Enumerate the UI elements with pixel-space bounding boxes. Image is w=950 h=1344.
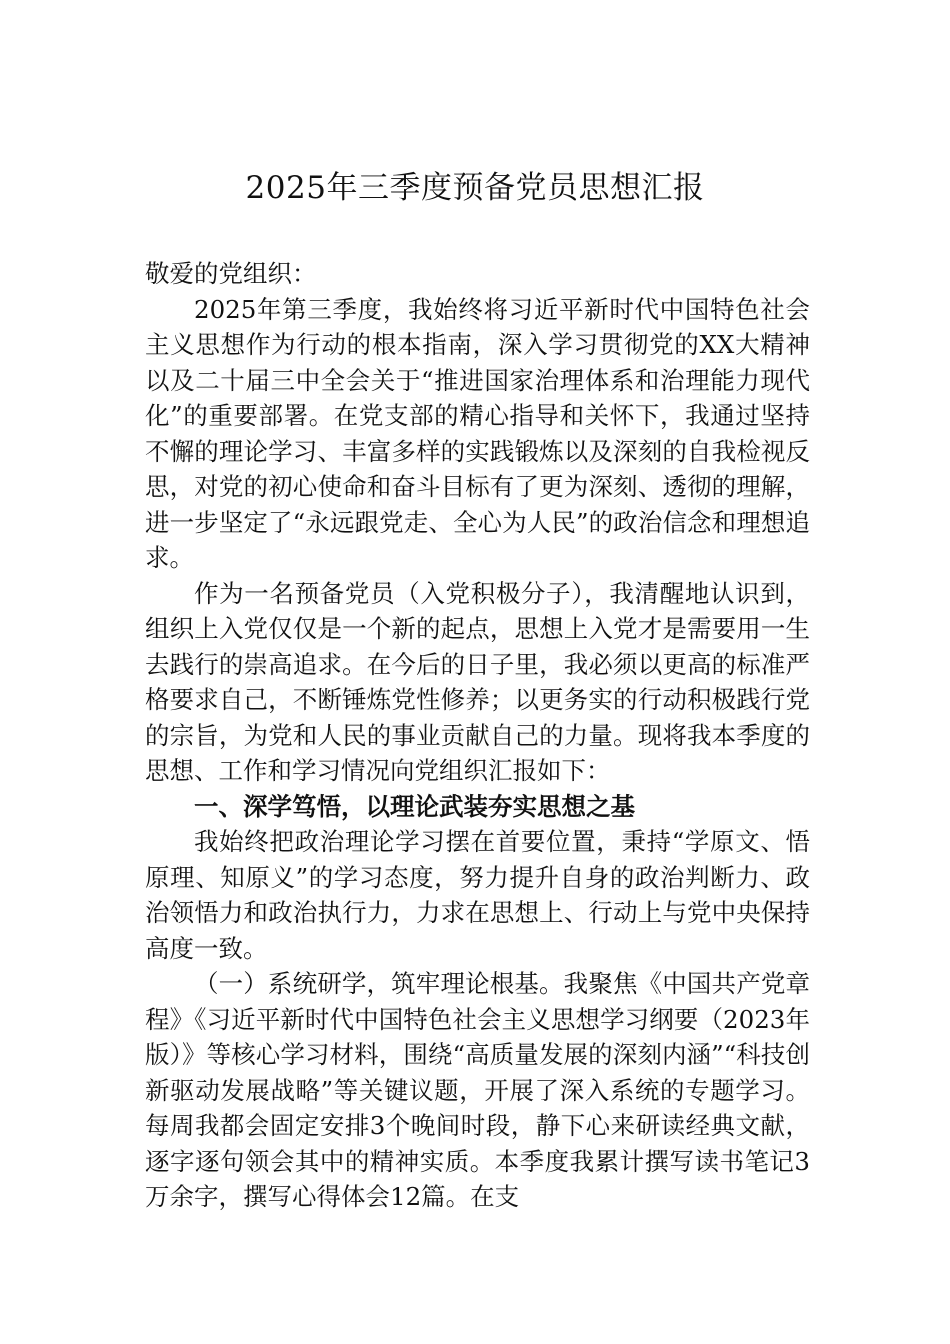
paragraph-section1-item1: （一）系统研学，筑牢理论根基。我聚焦《中国共产党章程》《习近平新时代中国特色社会主义思想学习纲要（2023年版）》等核心学习材料，围绕“高质量发展的深刻内涵”“科技创新驱动发展战略”等关键议题，开展了深入系统的专题学习。每周我都会固定安排3个晚间时段，静下心来研读经典文献，逐字逐句领会其中的精神实质。本季度我累计撰写读书笔记3万余字，撰写心得体会12篇。在支 xyxy=(145,969,810,1211)
paragraph-intro: 2025年第三季度，我始终将习近平新时代中国特色社会主义思想作为行动的根本指南，深入学习贯彻党的XX大精神以及二十届三中全会关于“推进国家治理体系和治理能力现代化”的重要部署。在党支部的精心指导和关怀下，我通过坚持不懈的理论学习、丰富多样的实践锻炼以及深刻的自我检视反思，对党的初心使命和奋斗目标有了更为深刻、透彻的理解，进一步坚定了“永远跟党走、全心为人民”的政治信念和理想追求。 xyxy=(145,294,810,572)
section-heading: 一、深学笃悟，以理论武装夯实思想之基 xyxy=(194,791,635,821)
document-title: 2025年三季度预备党员思想汇报 xyxy=(245,170,705,206)
document-body xyxy=(145,256,810,1215)
paragraph-commitment: 作为一名预备党员（入党积极分子），我清醒地认识到，组织上入党仅仅是一个新的起点，思想上入党才是需要用一生去践行的崇高追求。在今后的日子里，我必须以更高的标准严格要求自己，不断锤炼党性修养；以更务实的行动积极践行党的宗旨，为党和人民的事业贡献自己的力量。现将我本季度的思想、工作和学习情况向党组织汇报如下： xyxy=(145,578,810,785)
paragraph-section1-intro: 我始终把政治理论学习摆在首要位置，秉持“学原文、悟原理、知原义”的学习态度，努力提升自身的政治判断力、政治领悟力和政治执行力，力求在思想上、行动上与党中央保持高度一致。 xyxy=(145,827,810,963)
salutation: 敬爱的党组织： xyxy=(145,259,317,288)
